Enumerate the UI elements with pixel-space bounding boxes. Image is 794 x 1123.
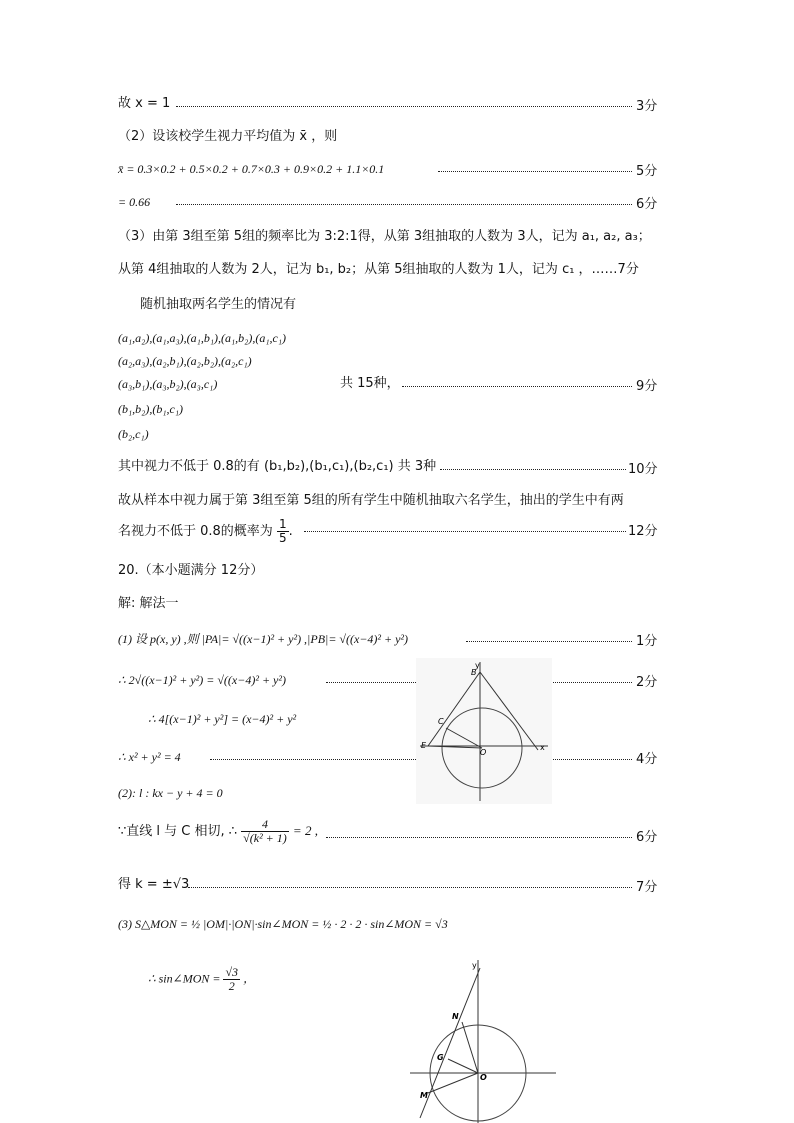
line-tangent-line: (2): l : kx − y + 4 = 0 (118, 786, 223, 800)
line-x-equals-1: 故 x = 1 (118, 96, 171, 111)
tangent-text: ∵直线 l 与 C 相切, ∴ (118, 824, 238, 839)
leader-dots (466, 641, 632, 642)
pairs-row-4: (b₁,b₂),(b₁,c₁) (118, 402, 183, 416)
numerator: 4 (241, 818, 289, 832)
label-c: C (438, 717, 444, 726)
label-m: M (420, 1091, 428, 1100)
score-7b: 7分 (636, 880, 658, 895)
score-2b: 2分 (636, 675, 658, 690)
pairs-total: 共 15种， (340, 376, 400, 391)
segment-on (462, 1022, 478, 1073)
score-12: 12分 (628, 524, 658, 539)
line-favorable: 其中视力不低于 0.8的有 (b₁,b₂),(b₁,c₁),(b₂,c₁) 共 3种 (118, 459, 437, 474)
pairs-row-1: (a₁,a₂),(a₁,a₃),(a₁,b₁),(a₁,b₂),(a₁,c₁) (118, 331, 287, 345)
score-6: 6分 (636, 197, 658, 212)
sine-text: ∴ sin∠MON = (148, 971, 221, 986)
line-random-pairs-intro: 随机抽取两名学生的情况有 (140, 297, 297, 312)
label-o: O (480, 748, 487, 757)
conclusion-text: 名视力不低于 0.8的概率为 (118, 524, 273, 539)
score-1b: 1分 (636, 634, 658, 649)
line-part-2: （2）设该校学生视力平均值为 x̄ ，则 (118, 129, 338, 144)
denominator: 2 (228, 979, 235, 993)
score-3: 3分 (636, 99, 658, 114)
numerator: 1 (278, 517, 287, 531)
fraction-distance (241, 818, 289, 845)
numerator: √3 (225, 965, 239, 979)
line-conclusion-1: 故从样本中视力属于第 3组至第 5组的所有学生中随机抽取六名学生，抽出的学生中有两 (118, 493, 624, 508)
line-l (420, 968, 480, 1118)
label-o: O (480, 1073, 487, 1082)
equals-two: = 2 , (292, 823, 318, 838)
score-9: 9分 (636, 379, 658, 394)
figure-triangle-mon (406, 956, 560, 1123)
line-circle-equation: ∴ x² + y² = 4 (118, 750, 181, 764)
label-y: y (472, 961, 477, 970)
denominator: 5 (278, 531, 287, 545)
line-conclusion-2 (118, 518, 293, 545)
leader-dots (440, 469, 626, 470)
score-6b: 6分 (636, 830, 658, 845)
label-g: G (437, 1053, 444, 1062)
segment-og (448, 1059, 478, 1073)
score-4b: 4分 (636, 752, 658, 767)
line-k-value: 得 k = ±√3 (118, 877, 190, 892)
pairs-row-2: (a₂,a₃),(a₂,b₁),(a₂,b₂),(a₂,c₁) (118, 354, 252, 368)
line-mean-formula: x̄ = 0.3×0.2 + 0.5×0.2 + 0.7×0.3 + 0.9×0.2 + 1.1×0.1 (118, 162, 385, 176)
line-squared-equation: ∴ 4[(x−1)² + y²] = (x−4)² + y² (148, 712, 297, 726)
fraction-one-fifth (277, 518, 289, 545)
leader-dots (304, 531, 626, 532)
leader-dots (176, 106, 632, 107)
line-ratio-equation: ∴ 2√((x−1)² + y²) = √((x−4)² + y²) (118, 673, 286, 687)
period: . (288, 524, 293, 539)
leader-dots (326, 837, 632, 838)
leader-dots (402, 386, 632, 387)
score-5: 5分 (636, 164, 658, 179)
line-tangent-condition (118, 818, 318, 845)
solution-method-1: 解: 解法一 (118, 596, 179, 611)
pairs-row-5: (b₂,c₁) (118, 427, 149, 441)
line-part-3: （3）由第 3组至第 5组的频率比为 3:2:1得，从第 3组抽取的人数为 3人，记为 a₁, a₂, a₃； (118, 229, 651, 244)
leader-dots (188, 887, 632, 888)
label-y: y (475, 661, 480, 670)
comma: ， (243, 971, 256, 986)
denominator: √(k² + 1) (243, 831, 287, 845)
score-10: 10分 (628, 462, 658, 477)
line-sine-value (148, 966, 255, 993)
label-e: E (421, 741, 427, 750)
line-mean-result: = 0.66 (118, 195, 151, 209)
label-b: B (471, 668, 477, 677)
problem-20-header: 20.（本小题满分 12分） (118, 563, 264, 578)
line-distance-formulas: (1) 设 p(x, y) ,则 |PA|= √((x−1)² + y²) ,|PB|= √((x−4)² + y²) (118, 632, 409, 646)
segment-om (428, 1073, 478, 1093)
label-x: x (540, 743, 545, 752)
pairs-row-3: (a₃,b₁),(a₃,b₂),(a₃,c₁) (118, 377, 218, 391)
line-group-4-5: 从第 4组抽取的人数为 2人，记为 b₁, b₂；从第 5组抽取的人数为 1人，记为 c₁ ，……7分 (118, 262, 639, 277)
leader-dots (176, 204, 632, 205)
figure-tangent-circle (416, 658, 552, 804)
fraction-root3-over-2 (223, 966, 240, 993)
label-n: N (452, 1012, 459, 1021)
leader-dots (438, 171, 632, 172)
line-area-formula: (3) S△MON = ½ |OM|·|ON|·sin∠MON = ½ · 2 · 2 · sin∠MON = √3 (118, 917, 448, 931)
